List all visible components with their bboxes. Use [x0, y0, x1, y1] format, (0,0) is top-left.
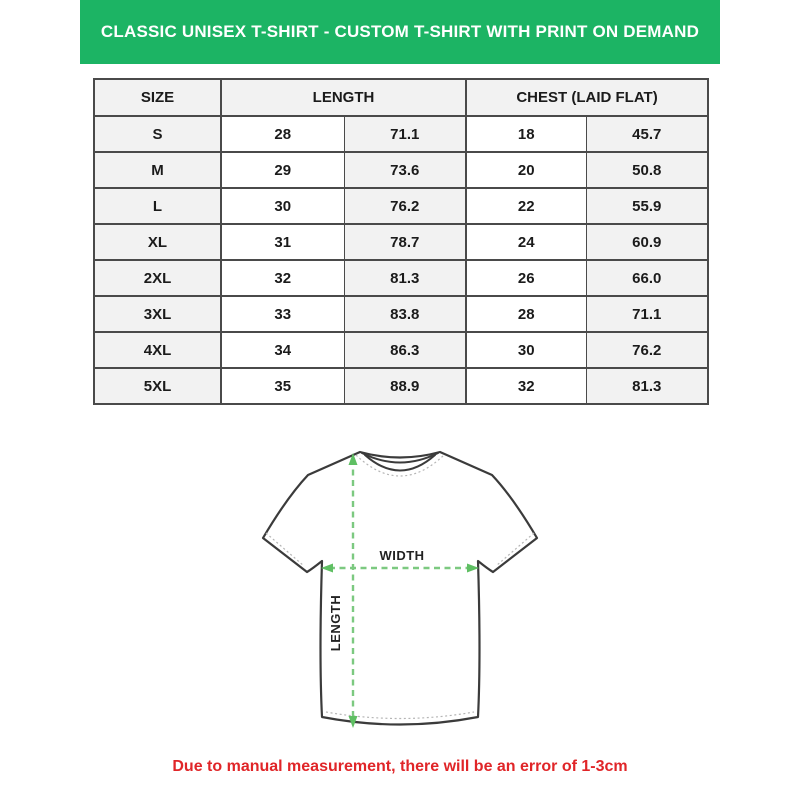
tshirt-illustration	[250, 445, 550, 755]
cell-length-cm: 71.1	[344, 116, 466, 152]
cell-length-in: 29	[221, 152, 344, 188]
size-row-s	[94, 116, 708, 152]
cell-size: 2XL	[94, 260, 221, 296]
cell-chest-cm: 50.8	[586, 152, 708, 188]
cell-length-in: 31	[221, 224, 344, 260]
cell-length-cm: 86.3	[344, 332, 466, 368]
cell-size: 4XL	[94, 332, 221, 368]
cell-length-in: 35	[221, 368, 344, 404]
cell-size: 3XL	[94, 296, 221, 332]
cell-length-cm: 83.8	[344, 296, 466, 332]
cell-chest-in: 18	[466, 116, 586, 152]
cell-chest-cm: 55.9	[586, 188, 708, 224]
cell-chest-in: 20	[466, 152, 586, 188]
cell-chest-cm: 66.0	[586, 260, 708, 296]
table-body	[94, 116, 708, 404]
col-header-length: LENGTH	[221, 79, 466, 116]
size-row-5xl	[94, 368, 708, 404]
cell-size: M	[94, 152, 221, 188]
size-row-xl	[94, 224, 708, 260]
measurement-note: Due to manual measurement, there will be an error of 1-3cm	[172, 758, 628, 775]
cell-length-cm: 76.2	[344, 188, 466, 224]
tshirt-diagram	[250, 445, 550, 755]
cell-size: 5XL	[94, 368, 221, 404]
size-row-2xl	[94, 260, 708, 296]
cell-length-cm: 78.7	[344, 224, 466, 260]
cell-length-cm: 73.6	[344, 152, 466, 188]
tshirt-silhouette	[263, 452, 537, 725]
cell-chest-in: 26	[466, 260, 586, 296]
page-title: CLASSIC UNISEX T-SHIRT - CUSTOM T-SHIRT WITH PRINT ON DEMAND	[100, 22, 700, 41]
cell-length-in: 28	[221, 116, 344, 152]
cell-chest-in: 22	[466, 188, 586, 224]
cell-chest-in: 30	[466, 332, 586, 368]
cell-chest-cm: 71.1	[586, 296, 708, 332]
table-header-row	[94, 79, 708, 116]
cell-size: S	[94, 116, 221, 152]
cell-chest-in: 24	[466, 224, 586, 260]
col-header-chest: CHEST (LAID FLAT)	[466, 79, 708, 116]
length-label: LENGTH	[328, 594, 343, 652]
cell-length-in: 33	[221, 296, 344, 332]
size-row-l	[94, 188, 708, 224]
cell-length-in: 32	[221, 260, 344, 296]
cell-length-in: 30	[221, 188, 344, 224]
cell-chest-cm: 60.9	[586, 224, 708, 260]
cell-chest-cm: 45.7	[586, 116, 708, 152]
size-chart-table	[93, 78, 709, 405]
width-label: WIDTH	[379, 548, 425, 563]
cell-chest-in: 28	[466, 296, 586, 332]
cell-size: XL	[94, 224, 221, 260]
title-banner	[80, 0, 720, 64]
cell-length-cm: 81.3	[344, 260, 466, 296]
cell-length-in: 34	[221, 332, 344, 368]
size-row-m	[94, 152, 708, 188]
cell-chest-in: 32	[466, 368, 586, 404]
cell-size: L	[94, 188, 221, 224]
size-row-3xl	[94, 296, 708, 332]
cell-length-cm: 88.9	[344, 368, 466, 404]
cell-chest-cm: 81.3	[586, 368, 708, 404]
col-header-size: SIZE	[94, 79, 221, 116]
cell-chest-cm: 76.2	[586, 332, 708, 368]
size-row-4xl	[94, 332, 708, 368]
